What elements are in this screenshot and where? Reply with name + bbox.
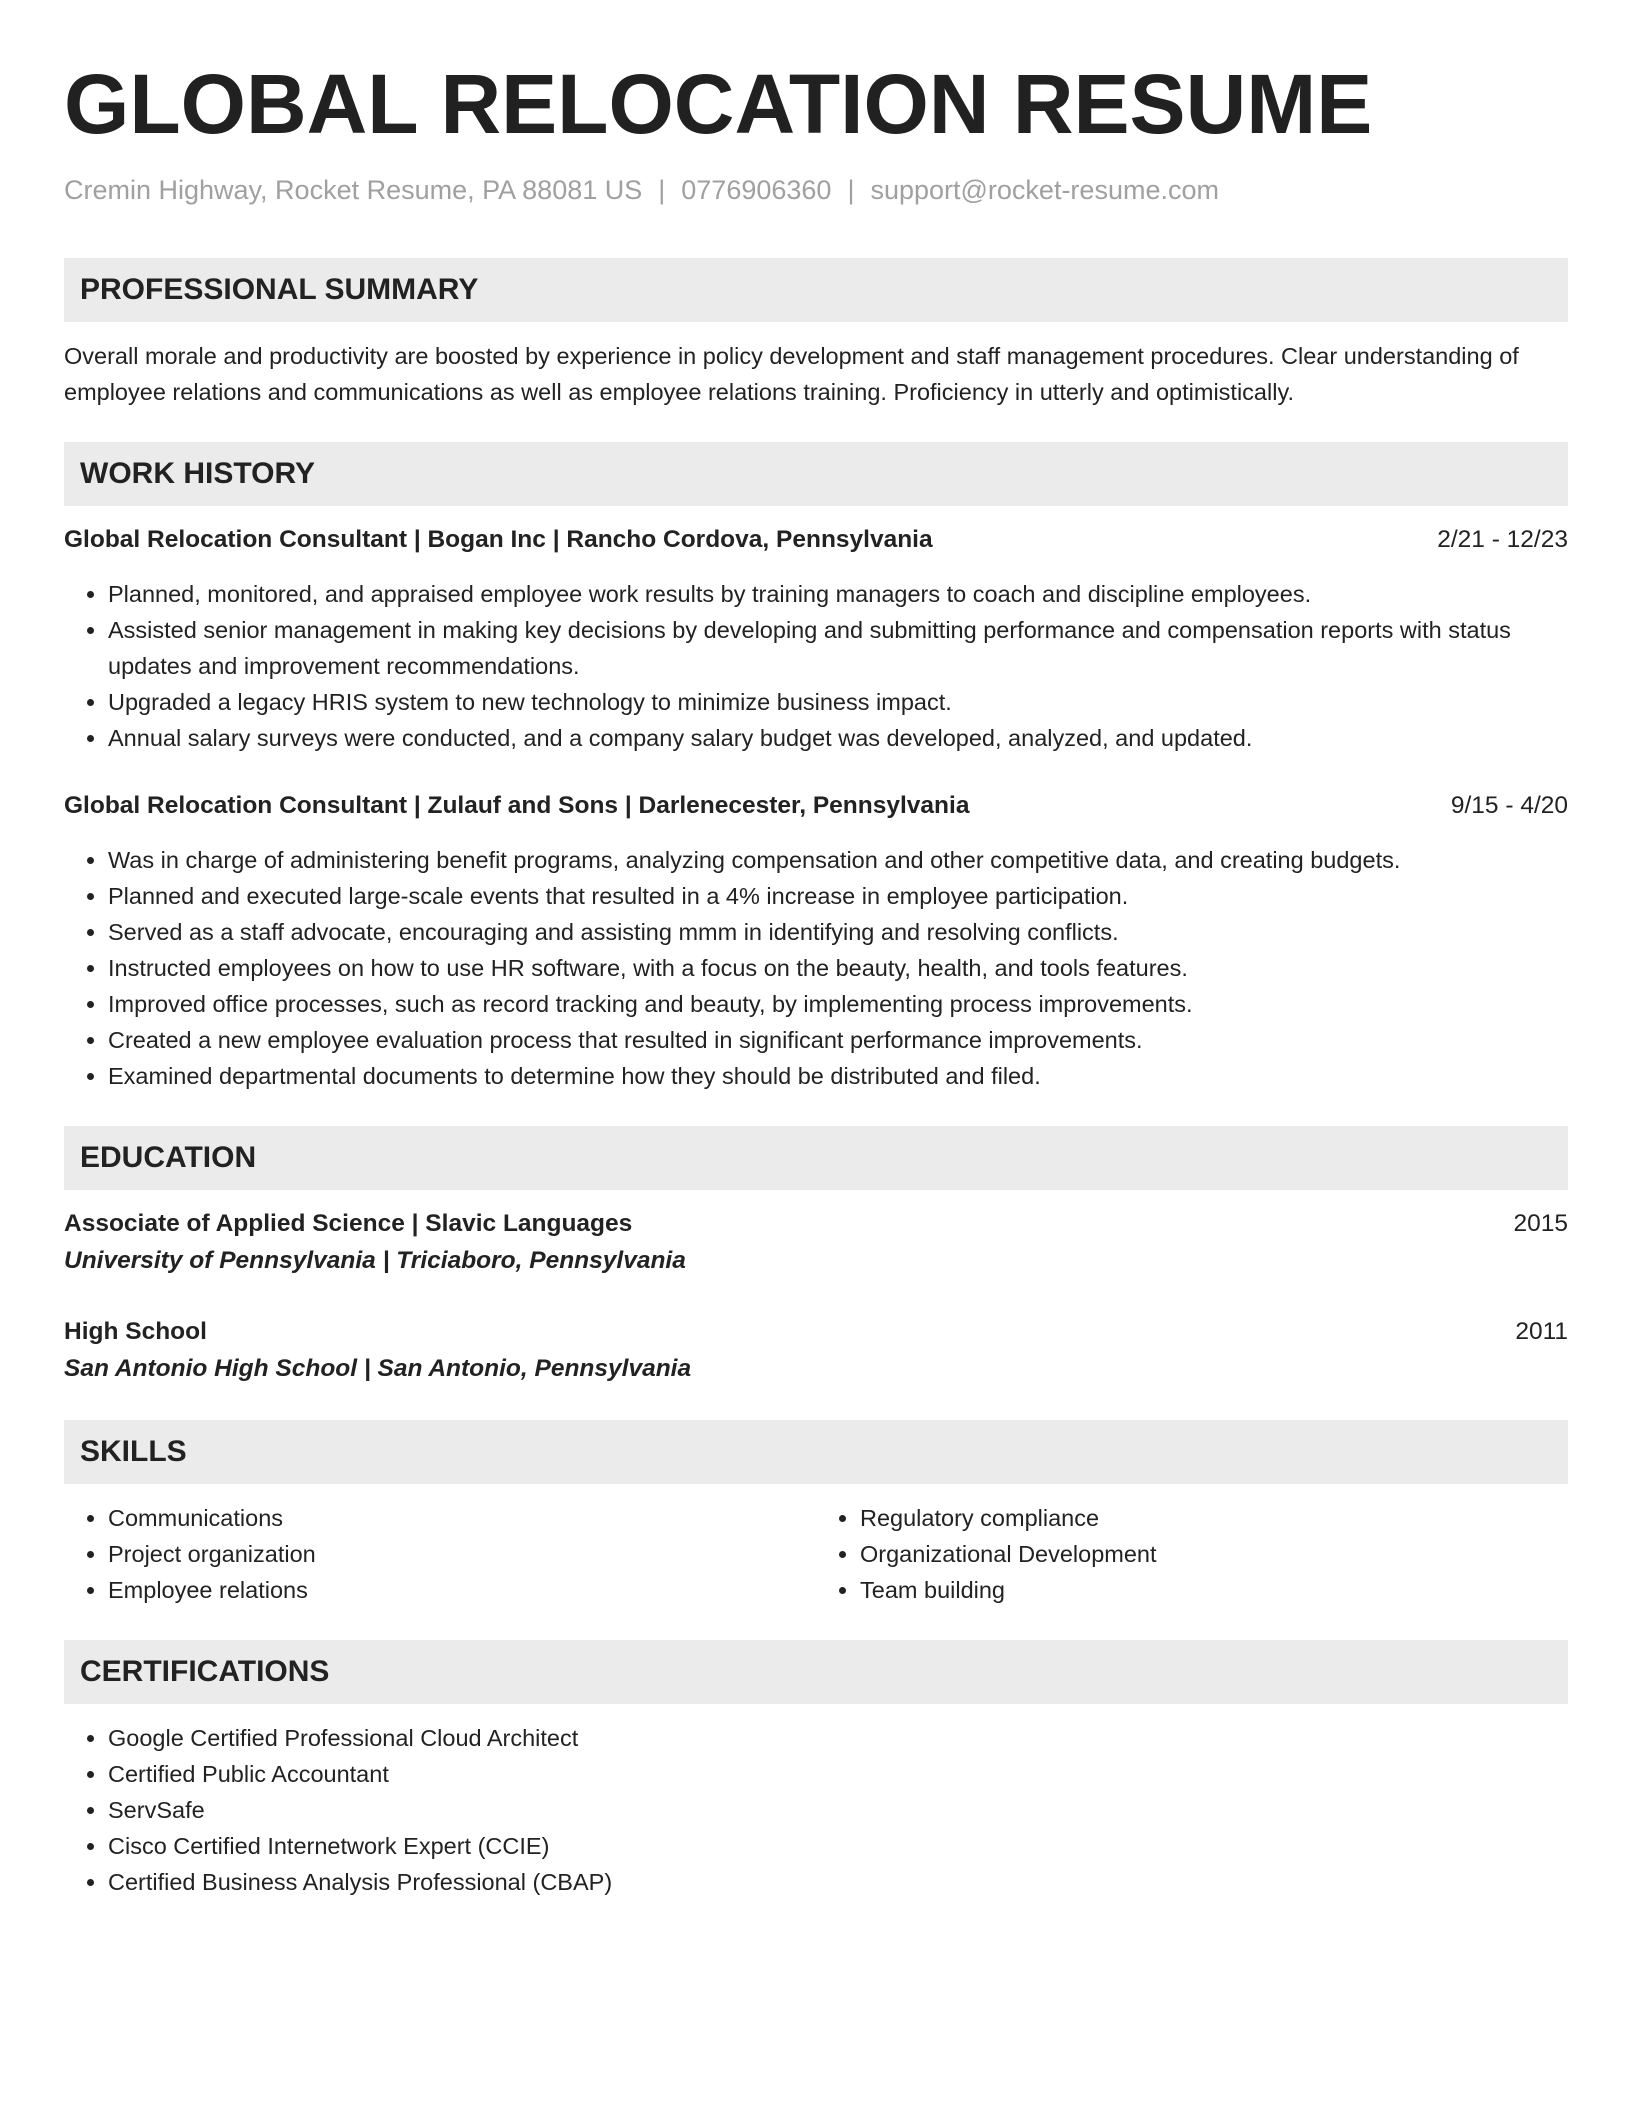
education-degree: Associate of Applied Science | Slavic Languages bbox=[64, 1210, 633, 1237]
job-bullet: • Planned, monitored, and appraised employee work results by training managers to coach and discipline employees. bbox=[108, 576, 1568, 612]
certification-item: • Certified Public Accountant bbox=[108, 1756, 1568, 1792]
job-bullet: • Upgraded a legacy HRIS system to new technology to minimize business impact. bbox=[108, 684, 1568, 720]
job-dates: 2/21 - 12/23 bbox=[1437, 526, 1568, 553]
certifications-bullets bbox=[64, 1720, 1568, 1900]
summary-text: Overall morale and productivity are boosted by experience in policy development and staff management procedures. Clear understanding of employee relations and communications as well as employee relations training. Proficiency in utterly and optimistically. bbox=[64, 343, 1519, 405]
job-dates: 9/15 - 4/20 bbox=[1450, 792, 1568, 819]
contact-separator: | bbox=[658, 175, 666, 205]
contact-email: support@rocket-resume.com bbox=[870, 175, 1219, 205]
contact-address: Cremin Highway, Rocket Resume, PA 88081 US bbox=[64, 175, 643, 205]
job-bullet: • Improved office processes, such as record tracking and beauty, by implementing process improvements. bbox=[108, 986, 1568, 1022]
education-entry-header bbox=[64, 1206, 1568, 1242]
section-header-summary: PROFESSIONAL SUMMARY bbox=[64, 258, 1568, 322]
certification-item: • Google Certified Professional Cloud Architect bbox=[108, 1720, 1568, 1756]
skill-item: • Regulatory compliance bbox=[860, 1500, 1568, 1536]
skill-item: • Employee relations bbox=[108, 1572, 816, 1608]
education-year: 2015 bbox=[1513, 1210, 1568, 1237]
job-title: Global Relocation Consultant | Zulauf and Sons | Darlenecester, Pennsylvania bbox=[64, 792, 970, 819]
skill-item: • Communications bbox=[108, 1500, 816, 1536]
skill-item: • Project organization bbox=[108, 1536, 816, 1572]
job-entry-header bbox=[64, 788, 1568, 824]
job-bullet: • Annual salary surveys were conducted, and a company salary budget was developed, analyzed, and updated. bbox=[108, 720, 1568, 756]
resume-title: GLOBAL RELOCATION RESUME bbox=[64, 57, 1373, 151]
job-bullets bbox=[64, 576, 1568, 756]
certification-item: • ServSafe bbox=[108, 1792, 1568, 1828]
job-bullet: • Examined departmental documents to determine how they should be distributed and filed. bbox=[108, 1058, 1568, 1094]
job-bullet: • Served as a staff advocate, encouraging and assisting mmm in identifying and resolving conflicts. bbox=[108, 914, 1568, 950]
section-header-skills: SKILLS bbox=[64, 1420, 1568, 1484]
contact-separator: | bbox=[847, 175, 855, 205]
education-school: San Antonio High School | San Antonio, Pennsylvania bbox=[64, 1355, 692, 1382]
section-header-education: EDUCATION bbox=[64, 1126, 1568, 1190]
education-entry-header bbox=[64, 1314, 1568, 1350]
job-bullet: • Assisted senior management in making key decisions by developing and submitting performance and compensation reports with status updates and improvement recommendations. bbox=[108, 612, 1568, 684]
section-header-certifications: CERTIFICATIONS bbox=[64, 1640, 1568, 1704]
education-school: University of Pennsylvania | Triciaboro, Pennsylvania bbox=[64, 1247, 686, 1274]
skill-item: • Team building bbox=[860, 1572, 1568, 1608]
job-entry-header bbox=[64, 522, 1568, 558]
job-bullet: • Planned and executed large-scale events that resulted in a 4% increase in employee participation. bbox=[108, 878, 1568, 914]
job-bullet: • Instructed employees on how to use HR software, with a focus on the beauty, health, and tools features. bbox=[108, 950, 1568, 986]
contact-line bbox=[64, 172, 1568, 208]
certification-item: • Cisco Certified Internetwork Expert (CCIE) bbox=[108, 1828, 1568, 1864]
education-degree: High School bbox=[64, 1318, 207, 1345]
skills-column-left bbox=[64, 1500, 816, 1608]
education-year: 2011 bbox=[1515, 1318, 1568, 1345]
section-header-work-history: WORK HISTORY bbox=[64, 442, 1568, 506]
skills-list bbox=[64, 1500, 1568, 1608]
job-bullet: • Created a new employee evaluation process that resulted in significant performance improvements. bbox=[108, 1022, 1568, 1058]
job-bullets bbox=[64, 842, 1568, 1094]
job-bullet: • Was in charge of administering benefit programs, analyzing compensation and other competitive data, and creating budgets. bbox=[108, 842, 1568, 878]
certifications-list bbox=[64, 1720, 1568, 1900]
skill-item: • Organizational Development bbox=[860, 1536, 1568, 1572]
contact-phone: 0776906360 bbox=[681, 175, 832, 205]
job-title: Global Relocation Consultant | Bogan Inc | Rancho Cordova, Pennsylvania bbox=[64, 526, 933, 553]
skills-column-right bbox=[816, 1500, 1568, 1608]
certification-item: • Certified Business Analysis Professional (CBAP) bbox=[108, 1864, 1568, 1900]
